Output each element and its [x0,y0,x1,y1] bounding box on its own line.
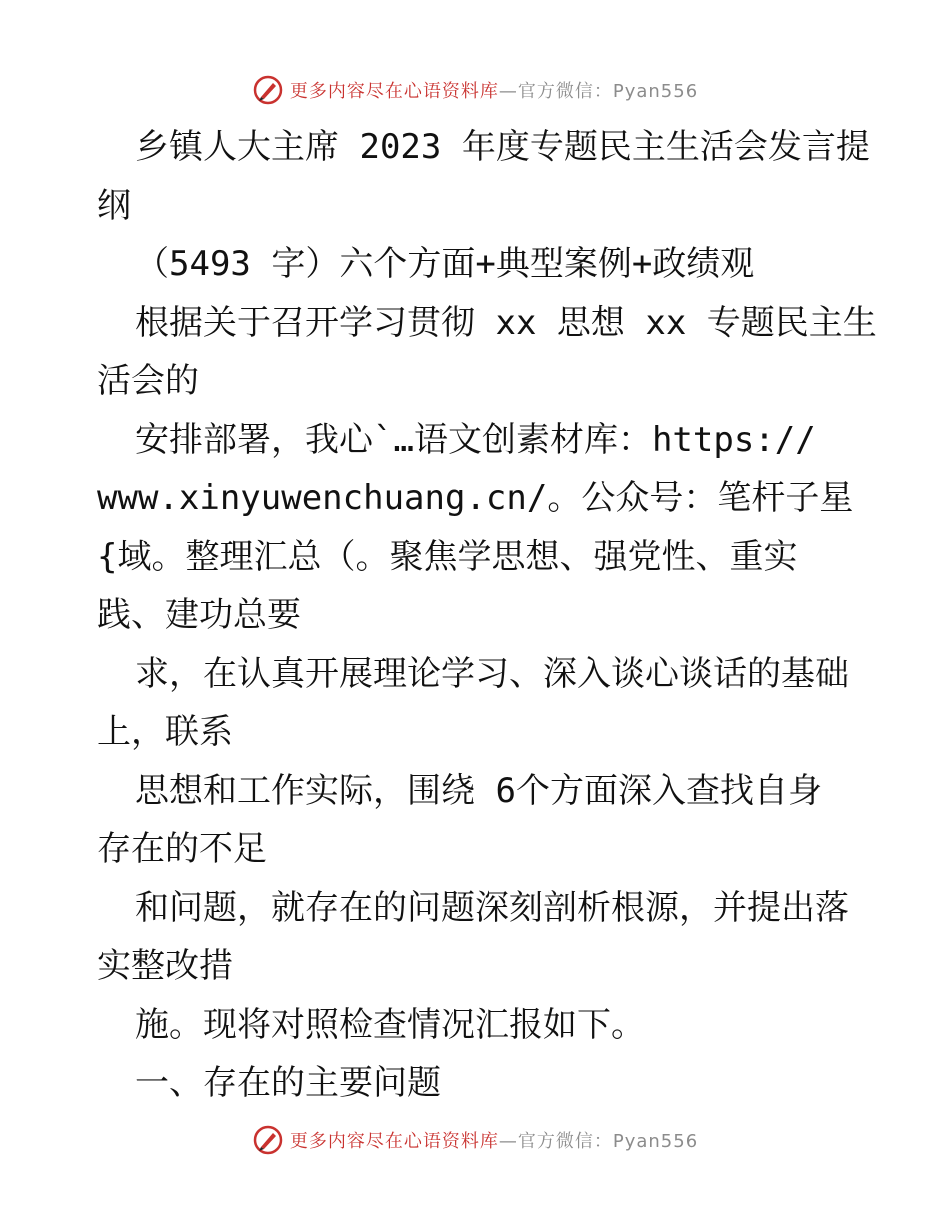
pen-logo-icon [252,1124,284,1156]
banner-contact: —官方微信：Pyan556 [498,81,699,102]
paragraph-line: 活会的 [97,361,199,401]
paragraph-line: www.xinyuwenchuang.cn/。公众号：笔杆子星 [97,478,854,518]
paragraph-line: 实整改措 [97,946,233,986]
paragraph-line: {域。整理汇总（。聚焦学思想、强党性、重实 [97,536,798,577]
header-banner [0,70,950,110]
paragraph-line: 和问题，就存在的问题深刻剖析根源，并提出落 [135,887,849,928]
paragraph-line: 根据关于召开学习贯彻 xx 思想 xx 专题民主生 [135,302,877,343]
paragraph-line: 思想和工作实际，围绕 6个方面深入查找自身 [135,770,822,811]
banner-title: 更多内容尽在心语资料库 [289,1131,499,1152]
paragraph-line: 上，联系 [97,712,233,752]
banner-contact: —官方微信：Pyan556 [498,1131,699,1152]
paragraph-line: 践、建功总要 [97,595,301,635]
paragraph-line: 安排部署，我心`…语文创素材库：https:// [135,419,816,460]
paragraph-line: 存在的不足 [97,829,267,869]
banner-title: 更多内容尽在心语资料库 [289,81,499,102]
title-line-2: 纲 [97,185,131,226]
title-line-1: 乡镇人大主席 2023 年度专题民主生活会发言提 [135,127,870,167]
paragraph-line: 求，在认真开展理论学习、深入谈心谈话的基础 [135,653,849,694]
footer-banner [0,1120,950,1160]
section-heading: 一、存在的主要问题 [135,1063,441,1103]
document-body [97,118,877,1113]
paragraph-line: 施。现将对照检查情况汇报如下。 [135,1004,645,1045]
pen-logo-icon [252,74,284,106]
subtitle-line: （5493 字）六个方面+典型案例+政绩观 [135,244,755,284]
